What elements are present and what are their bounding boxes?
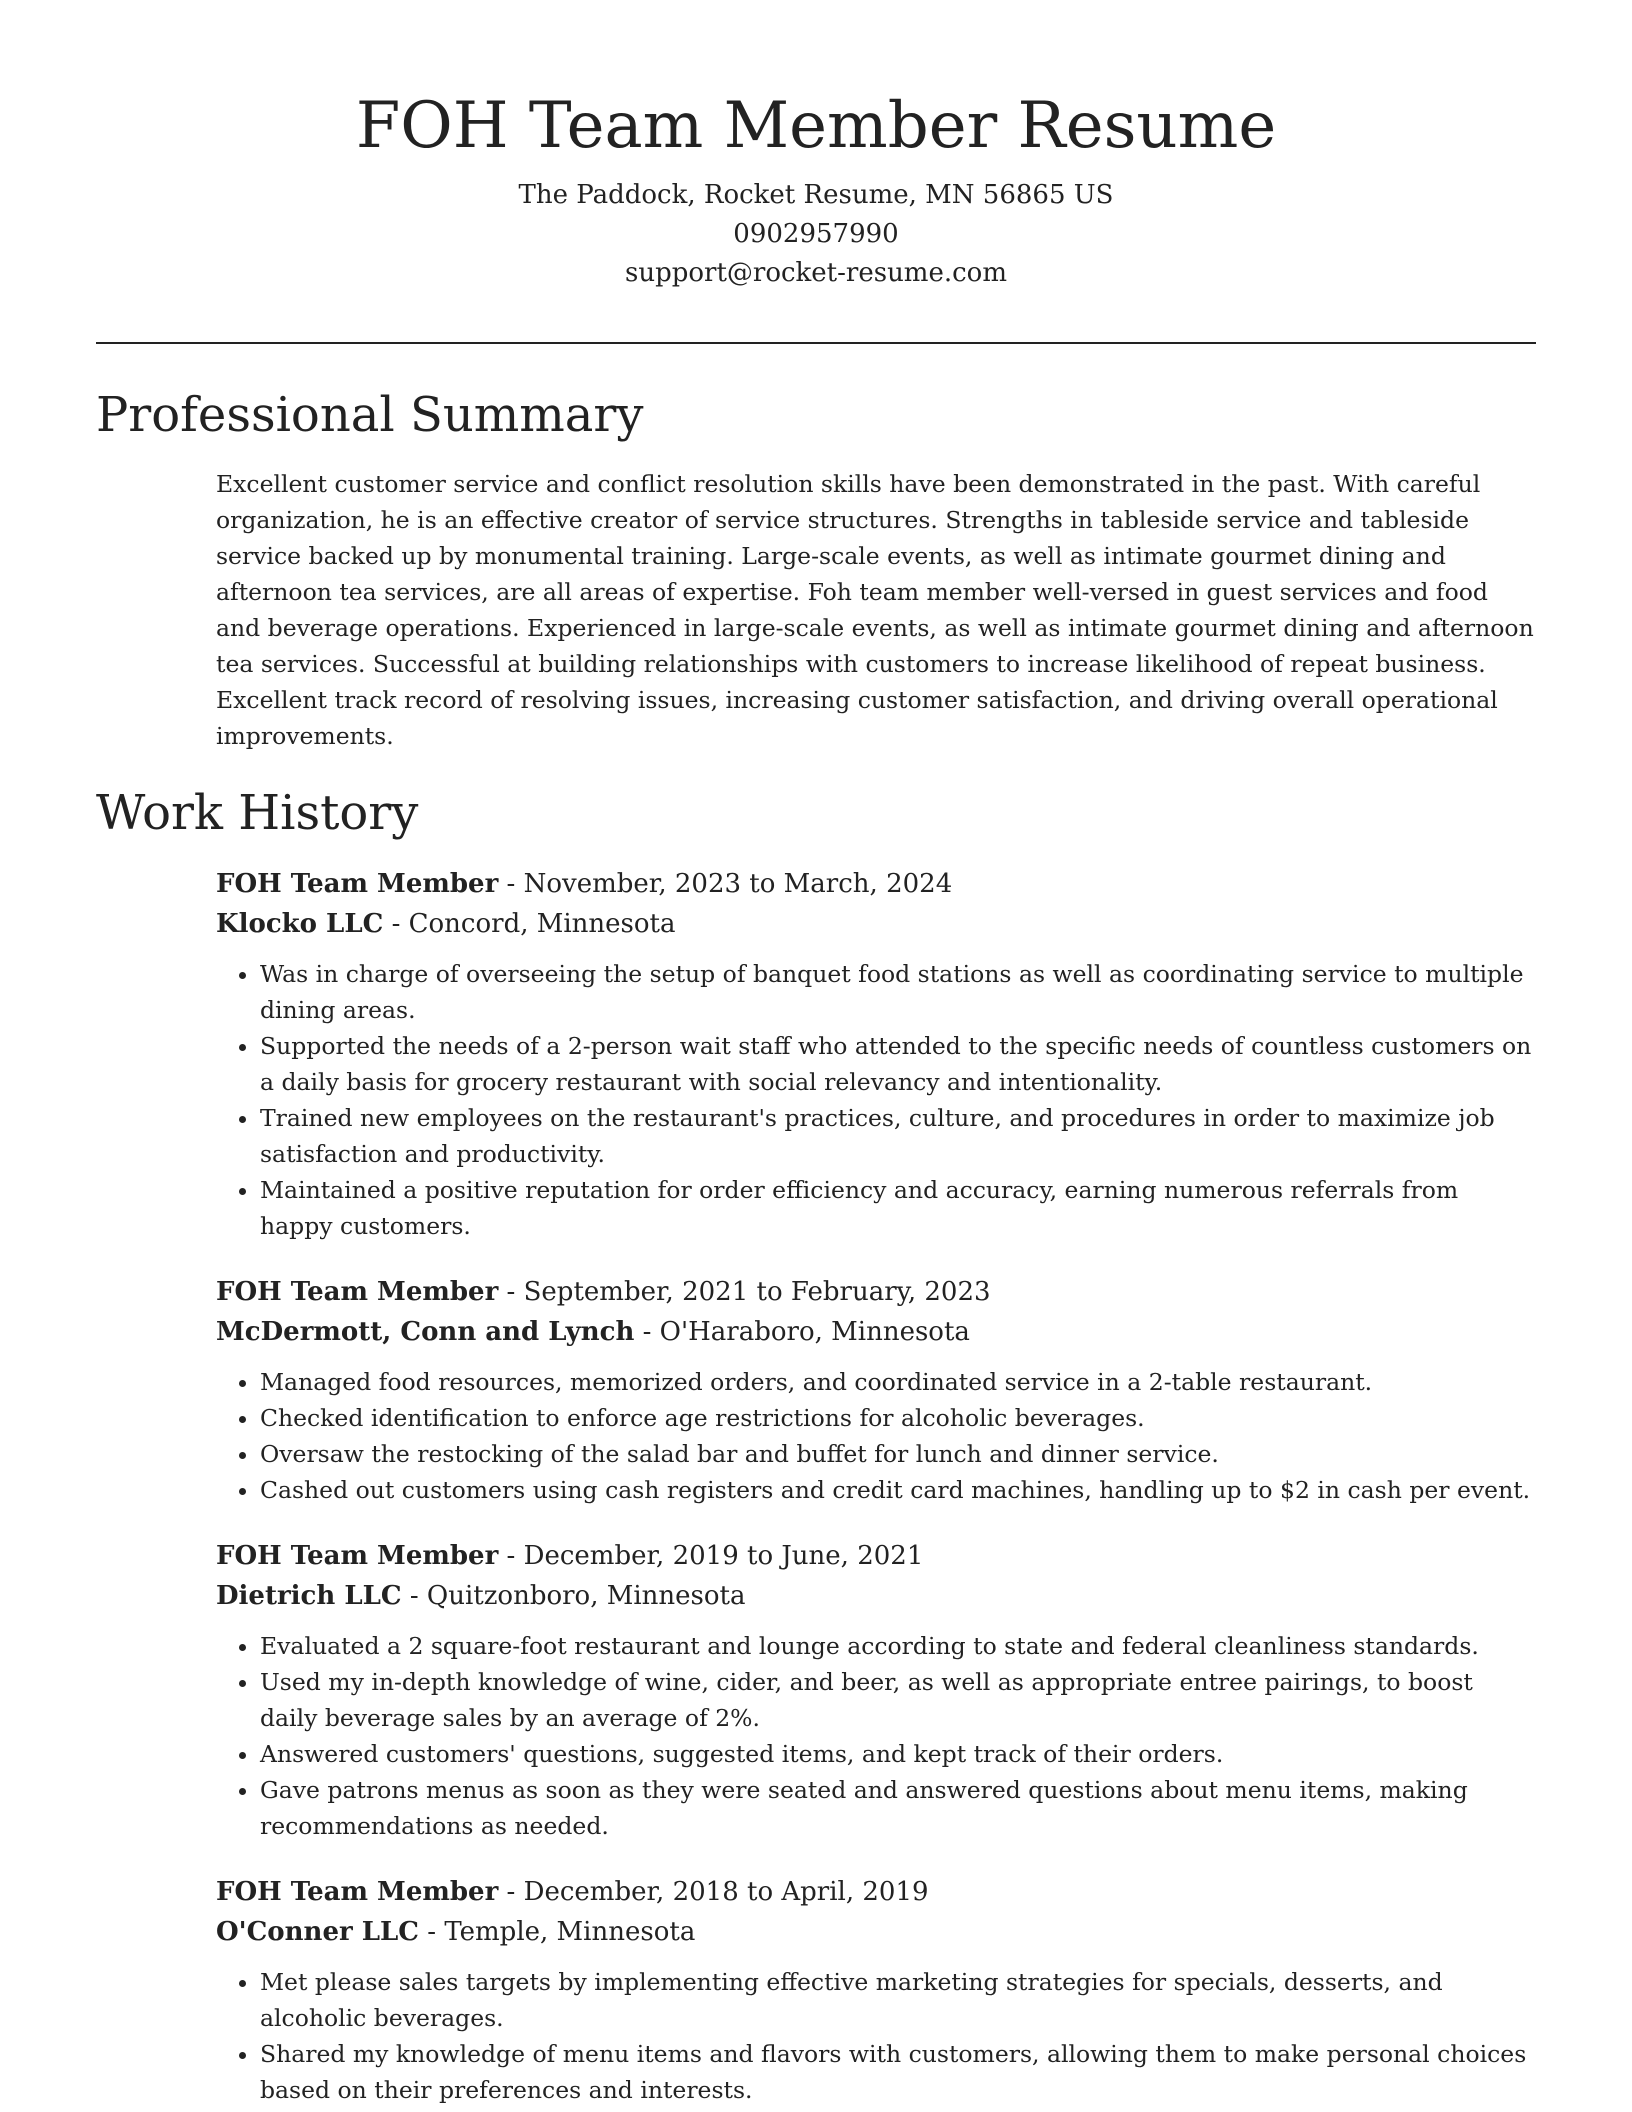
contact-email: support@rocket-resume.com [624,258,1007,288]
work-history-heading: Work History [96,785,419,841]
contact-address: The Paddock, Rocket Resume, MN 56865 US [518,180,1114,210]
job-role: FOH Team Member [216,1541,499,1571]
job-location: - Temple, Minnesota [419,1917,696,1947]
job-role: FOH Team Member [216,1877,499,1907]
job-bullet: • Answered customers' questions, suggested items, and kept track of their orders. [260,1736,1536,1772]
job-bullet: • Maintained a positive reputation for order efficiency and accuracy, earning numerous referrals from happy customers. [260,1172,1536,1244]
summary-heading: Professional Summary [96,387,644,443]
summary-section [96,378,1536,754]
job-role: FOH Team Member [216,1277,499,1307]
job-bullet: • Cashed out customers using cash registers and credit card machines, handling up to $2 in cash per event. [260,1472,1536,1508]
job-entry [216,1872,1536,2108]
job-bullet: • Gave patrons menus as soon as they were seated and answered questions about menu items, making recommendations as needed. [260,1772,1536,1844]
resume-title: FOH Team Member Resume [355,89,1277,163]
job-bullet: • Used my in-depth knowledge of wine, cider, and beer, as well as appropriate entree pairings, to boost daily beverage sales by an average of 2%. [260,1664,1536,1736]
job-bullet-list [216,956,1536,1244]
job-company-line [216,1912,1536,1952]
job-bullet: • Trained new employees on the restaurant's practices, culture, and procedures in order to maximize job satisfaction and productivity. [260,1100,1536,1172]
job-company-line [216,1312,1536,1352]
job-location: - Quitzonboro, Minnesota [401,1581,746,1611]
job-dates: - November, 2023 to March, 2024 [498,869,953,899]
job-entry [216,864,1536,1244]
job-title-line [216,1272,1536,1312]
job-title-line [216,864,1536,904]
header-divider [96,342,1536,344]
job-company: Klocko LLC [216,909,384,939]
contact-phone: 0902957990 [733,219,899,249]
job-dates: - December, 2018 to April, 2019 [498,1877,929,1907]
job-bullet: • Oversaw the restocking of the salad bar and buffet for lunch and dinner service. [260,1436,1536,1472]
job-title-line [216,1536,1536,1576]
job-bullet: • Managed food resources, memorized orders, and coordinated service in a 2-table restaurant. [260,1364,1536,1400]
job-bullet: • Was in charge of overseeing the setup of banquet food stations as well as coordinating service to multiple dining areas. [260,956,1536,1028]
job-company-line [216,904,1536,944]
resume-content [96,378,1536,2108]
job-company-line [216,1576,1536,1616]
job-bullet: • Supported the needs of a 2-person wait staff who attended to the specific needs of countless customers on a daily basis for grocery restaurant with social relevancy and intentionality. [260,1028,1536,1100]
job-bullet: • Checked identification to enforce age restrictions for alcoholic beverages. [260,1400,1536,1436]
job-title-line [216,1872,1536,1912]
job-dates: - December, 2019 to June, 2021 [498,1541,924,1571]
job-location: - O'Haraboro, Minnesota [634,1317,970,1347]
job-entry [216,1272,1536,1508]
job-bullet-list [216,1628,1536,1844]
job-company: McDermott, Conn and Lynch [216,1317,635,1347]
job-entry [216,1536,1536,1844]
job-role: FOH Team Member [216,869,499,899]
job-location: - Concord, Minnesota [383,909,676,939]
summary-text: Excellent customer service and conflict resolution skills have been demonstrated in the past. With careful organization, he is an effective creator of service structures. Strengths in tableside service and tableside service backed up by monumental training. Large-scale events, as well as intimate gourmet dining and afternoon tea services, are all areas of expertise. Foh team member well-versed in guest services and food and beverage operations. Experienced in large-scale events, as well as intimate gourmet dining and afternoon tea services. Successful at building relationships with customers to increase likelihood of repeat business. Excellent track record of resolving issues, increasing customer satisfaction, and driving overall operational improvements. [216,470,1534,750]
job-bullet: • Met please sales targets by implementing effective marketing strategies for specials, desserts, and alcoholic beverages. [260,1964,1536,2036]
job-bullet: • Evaluated a 2 square-foot restaurant and lounge according to state and federal cleanliness standards. [260,1628,1536,1664]
job-bullet-list [216,1364,1536,1508]
work-history-section [96,776,1536,2108]
job-bullet-list [216,1964,1536,2108]
resume-header [96,84,1536,293]
contact-block [96,176,1536,293]
job-company: O'Conner LLC [216,1917,419,1947]
job-bullet: • Shared my knowledge of menu items and flavors with customers, allowing them to make personal choices based on their preferences and interests. [260,2036,1536,2108]
job-company: Dietrich LLC [216,1581,402,1611]
job-dates: - September, 2021 to February, 2023 [498,1277,991,1307]
